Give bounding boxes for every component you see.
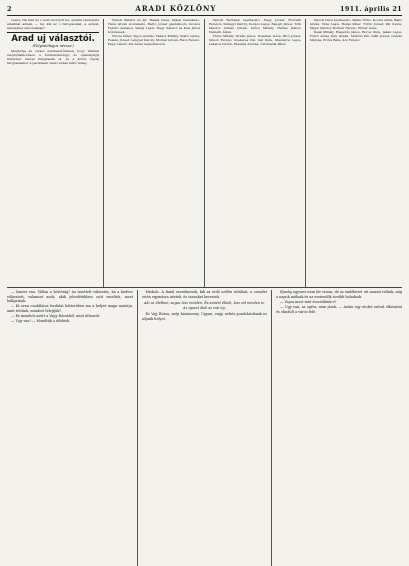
article-paragraph: Vörös Mihály, Orbán János, Kelemen Géza, Bíró József, Simon Ferenc, Szekeres Pál, Gál Imre, Mészáros Lajos, Lakatos István, Fazekas András, Csizmadia Péter.: [208, 34, 302, 47]
story-paragraph: Miskolc. A fiatal szerelmesek, kik az erdő szélén sétáltak, a csendes estén egymásra néztek, és szavakat kerestek.: [141, 290, 268, 299]
column-separator: [305, 19, 306, 287]
story-paragraph: — Ugy van! — Mondták a többiek.: [11, 319, 70, 324]
page-header: [7, 4, 402, 16]
story-paragraph: — Ismeri van. Vállon a börtönig? Az ismételt választás, ha a kedves választott, valamint azok, akik jelenlétükben szót emeltek, most hallgatnak.: [7, 290, 133, 304]
newspaper-title: ARADI KÖZLÖNY: [135, 4, 217, 13]
top-column-1: [7, 19, 99, 287]
article-paragraph: vezna. Ha már az ő nem mondott be- szédük tiszteletre alkalmat adnak, — mi, kik az ő felfogásukat, a szókat, amelyeket elmondanak?: [7, 19, 100, 30]
column-separator: [103, 19, 104, 287]
page-number: 2: [7, 5, 12, 13]
top-column-4: [310, 19, 402, 287]
article-paragraph: Vincze Péter, Sipos András, Takács Mihály, Szabó Gyula, Fekete József, Lengyel Károly, Molnár István, Rácz Ferenc, Papp László, Kis Antal napszámosok.: [107, 34, 201, 47]
bottom-section: [7, 287, 402, 566]
story-paragraph: — Ez mondott azért a Vagy Rózsából, mint áthozott.: [11, 314, 101, 319]
section-subtitle: (Folytatólagos névsor.): [32, 43, 74, 48]
divider: [7, 32, 99, 33]
story-paragraph: — Ugy van, az egész, nem járok. — Aztán egy utolsó szóval elköszönt és elindult a város felé.: [276, 304, 402, 314]
story-paragraph: Ez Vajj Rózsa, szép kisasszony. Ugyan, vagy, nehéz gondolatoknak ne adjunk helyet.: [141, 312, 268, 321]
article-paragraph: Megtudja az olvasó szerkesztőnkben, hogy minden megnyilatkozáson a földmivelésügyi és igazságügyi miniszter szavai hangzanak el, és a közös ügyek tárgyalásakor a parlament felett nehéz felhő lebeg.: [7, 48, 100, 65]
top-column-2: [108, 19, 200, 287]
issue-date: 1911. április 21: [340, 5, 402, 13]
column-separator: [271, 290, 272, 566]
story-paragraph: — Vajon most már összeülünk-e?: [280, 299, 337, 304]
top-section: [7, 19, 402, 287]
column-separator: [204, 19, 205, 287]
bottom-column-1: [7, 290, 133, 566]
article-paragraph: Tabódi Imre szerkesztő, Benkő Ernő, Kocsis Antal, Bakó István, Vida Lajos, Budai Péter, Török József, Pál Gyula, Major Sándor, Bodnár Ferenc, Pintér Géza.: [309, 19, 402, 30]
story-paragraph: Ifjuság egyszer nem tér vissza, de az emlékezet ott marad velünk, míg a napok múlnak és az esztendők tovább haladnak.: [276, 290, 402, 299]
article-paragraph: Tabódi Bertalan szerkesztő, Nagy József, Horváth Ferencz, Szilágyi Károly, Kovács Lajos, Balogh János, Tóth Sándor, Juhász István, Szűcs Mihály, Farkas Gábor, Németh Antal.: [208, 19, 302, 34]
story-verse: Aki az életben, sugaz lesz minden, És amiért élünk, lesz ott minden is. Az igazat öleli az esti ég.: [144, 301, 265, 310]
story-paragraph: — Ki ezen csodálatos fordulat hátterében ma a helyet maga mutatja, amit tettünk, mindezt felejtjük?: [7, 304, 133, 313]
bottom-column-2: [142, 290, 268, 566]
article-paragraph: Tabódi Bélától és kir. Halasi Géza, Szalai kereskedő, Tálos István szobafestő, Bartó József gazdálkodó, Kovács Ferenc asztalos, Varga Lajos, Nagy Sándor és Kiss János kőmívesek.: [107, 19, 201, 34]
top-column-3: [209, 19, 301, 287]
article-paragraph: Deák Mihály, Hegedűs János, Boros Imre, Jakab Lajos, Fodor Antal, Kun István, Sárközi Pál, Oláh József, Gulyás Mátyás, Erdős Béla, Ács Ferenc.: [309, 30, 402, 43]
section-title: Arad uj választói.: [11, 33, 95, 44]
column-separator: [137, 290, 138, 566]
bottom-column-3: [276, 290, 402, 566]
